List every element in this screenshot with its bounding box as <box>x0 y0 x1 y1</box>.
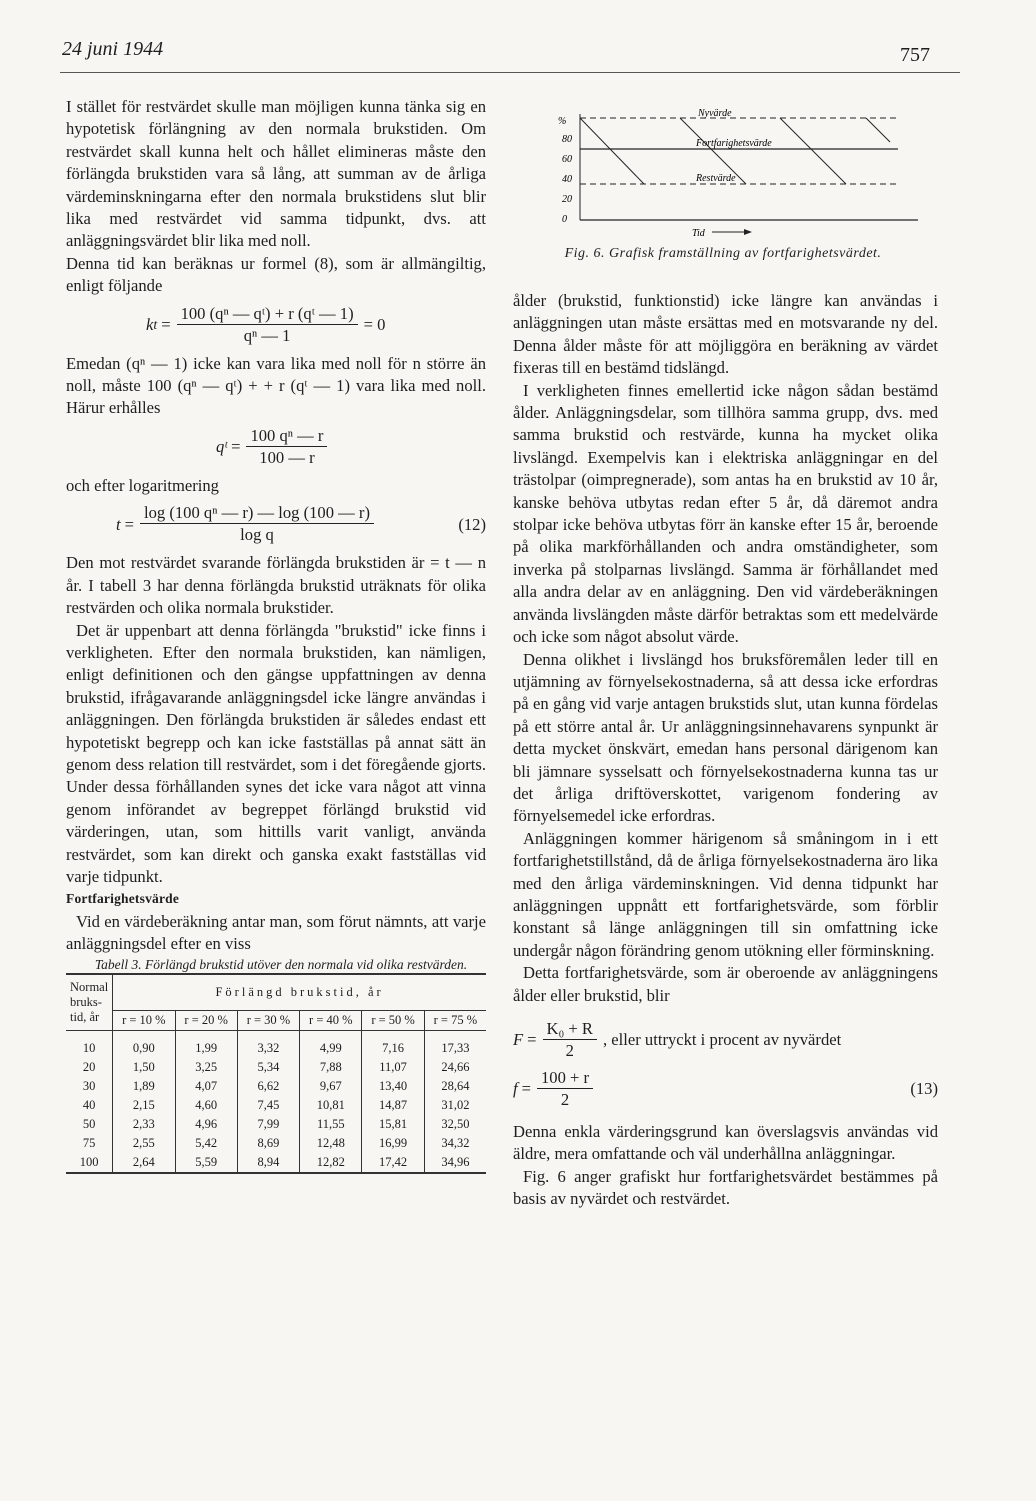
table-cell: 8,94 <box>237 1153 299 1173</box>
page-date: 24 juni 1944 <box>62 38 164 60</box>
denominator: 100 — r <box>259 447 315 467</box>
table-cell: 24,66 <box>424 1058 486 1077</box>
table-cell: 7,99 <box>237 1115 299 1134</box>
formula-lhs: qᵗ <box>216 437 228 457</box>
formula-t <box>116 503 486 546</box>
label-nyvarde: Nyvärde <box>698 108 732 119</box>
right-column <box>513 290 938 1211</box>
table-cell: 17,33 <box>424 1030 486 1058</box>
table-cell: 6,62 <box>237 1077 299 1096</box>
table-column-header: r = 50 % <box>362 1010 424 1030</box>
table-cell: 2,33 <box>113 1115 175 1134</box>
numerator: K₀ + R <box>543 1019 598 1040</box>
formula-lhs: F <box>513 1030 524 1050</box>
table-cell: 14,87 <box>362 1096 424 1115</box>
table-row <box>66 1096 486 1115</box>
table-cell: 8,69 <box>237 1134 299 1153</box>
paragraph: Denna enkla värderingsgrund kan överslagsvis användas vid äldre, mera omfattande och väl underhållna anläggningar. <box>513 1122 938 1164</box>
table-cell: 12,82 <box>300 1153 362 1173</box>
table-cell: 11,55 <box>300 1115 362 1134</box>
paragraph: och efter logaritmering <box>66 475 219 495</box>
table-cell: 1,89 <box>113 1077 175 1096</box>
table-row-label: 30 <box>82 1078 96 1093</box>
formula-lhs-sub: t <box>153 316 158 332</box>
table-cell: 9,67 <box>300 1077 362 1096</box>
table-cell: 15,81 <box>362 1115 424 1134</box>
table-cell: 16,99 <box>362 1134 424 1153</box>
table-cell: 12,48 <box>300 1134 362 1153</box>
table-cell: 10,81 <box>300 1096 362 1115</box>
paragraph: Det är uppenbart att denna förlängda "brukstid" icke finns i verkligheten. Efter den normala brukstiden, kan nämligen, enligt definitionen och den gängse uppfattningen av denna brukstid, ifrågavarande anläggningsdel icke längre användas i anläggningen. Den förlängda brukstiden är således endast ett hypotetiskt begrepp och kan icke fastställas på annat sätt än genom dess relation till restvärdet, som i det föregående gjorts. Under dessa förhållanden synes det icke vara något att vinna genom införandet av begreppet förlängd brukstid vid värderingen, utan, som hittills varit vanligt, använda restvärdet, som kan direkt och ganska exakt fastställas vid varje tidpunkt. <box>66 620 486 886</box>
arrow-head-icon <box>744 229 752 235</box>
table-stub-header: Normal bruks-tid, år <box>66 974 113 1031</box>
numerator: log (100 qⁿ — r) — log (100 — r) <box>140 503 374 524</box>
table-cell: 34,32 <box>424 1134 486 1153</box>
formula-kt <box>146 304 486 347</box>
table-group-header: Förlängd brukstid, år <box>113 974 486 1011</box>
header-rule <box>60 72 960 73</box>
left-column <box>66 96 486 1174</box>
table-column-header: r = 30 % <box>237 1010 299 1030</box>
table-cell: 3,32 <box>237 1030 299 1058</box>
table-cell: 4,99 <box>300 1030 362 1058</box>
table-cell: 2,55 <box>113 1134 175 1153</box>
table-cell: 1,99 <box>175 1030 237 1058</box>
formula-F <box>513 1019 938 1062</box>
table-cell: 13,40 <box>362 1077 424 1096</box>
formula-lhs: f <box>513 1079 518 1099</box>
paragraph: ålder (brukstid, funktionstid) icke längre kan användas i anläggningen utan måste ersättas med en motsvarande ny del. Denna ålder måste för att möjliggöra en beräkning av värdet fixeras till en bestämd tidslängd. <box>513 291 938 378</box>
numerator: 100 qⁿ — r <box>246 426 327 447</box>
section-heading: Fortfarighetsvärde <box>66 891 180 907</box>
fraction <box>246 426 327 469</box>
table-row <box>66 1115 486 1134</box>
page-number: 757 <box>900 44 930 66</box>
numerator: 100 (qⁿ — qᵗ) + r (qᵗ — 1) <box>177 304 358 325</box>
table-extended-service-life <box>66 973 486 1174</box>
table-row <box>66 1077 486 1096</box>
table-cell: 0,90 <box>113 1030 175 1058</box>
formula-tail: , eller uttryckt i procent av nyvärdet <box>603 1030 842 1050</box>
fraction <box>177 304 358 347</box>
table-cell: 2,64 <box>113 1153 175 1173</box>
paragraph: Anläggningen kommer härigenom så småningom in i ett fortfarighetstillstånd, då de årliga förnyelsekostnaderna äro lika med den årliga värdeminskningen. Vid denna tidpunkt har anläggningen uppnått ett fortfarighetsvärde, som förblir konstant så länge anläggningen till sin omfattning icke undergår någon förändring genom utökning eller förminskning. <box>513 828 938 960</box>
paragraph: Detta fortfarighetsvärde, som är oberoende av anläggningens ålder eller brukstid, blir <box>513 963 938 1005</box>
table-row-label: 50 <box>82 1116 96 1131</box>
table-column-header-row <box>66 1010 486 1030</box>
table-cell: 3,25 <box>175 1058 237 1077</box>
formula-qt <box>216 426 486 469</box>
formula-eq: = <box>521 1079 531 1099</box>
y-tick-label: 80 <box>562 134 572 145</box>
table-caption: Tabell 3. Förlängd brukstid utöver den normala vid olika restvärden. <box>94 956 468 972</box>
paragraph: Denna tid kan beräknas ur formel (8), som är allmängiltig, enligt följande <box>66 253 486 296</box>
fraction <box>537 1068 593 1111</box>
table-row-label: 20 <box>82 1059 96 1074</box>
table-cell: 34,96 <box>424 1153 486 1173</box>
table-body <box>66 1030 486 1173</box>
fraction <box>140 503 374 546</box>
paragraph: Denna olikhet i livslängd hos bruksföremålen leder till en utjämning av förnyelsekostnaderna, så att dessa icke erfordras på en gång vid varje antagen brukstids slut, utan kunna fördelas på ett större antal år. Ur anläggningsinnehavarens synpunkt är detta mycket önskvärt, emedan hans personal därigenom kan bli jämnare sysselsatt och förnyelsekostnaderna kunna tas ur det årliga driftöverskottet, varigenom fondering av förnyelsemedel icke erfordras. <box>513 649 938 826</box>
table-cell: 5,34 <box>237 1058 299 1077</box>
table-cell: 1,50 <box>113 1058 175 1077</box>
table-cell: 7,88 <box>300 1058 362 1077</box>
depreciation-line <box>866 118 890 142</box>
denominator: 2 <box>560 1090 570 1109</box>
table-row-label: 40 <box>82 1097 96 1112</box>
table-cell: 5,42 <box>175 1134 237 1153</box>
table-cell: 17,42 <box>362 1153 424 1173</box>
paragraph: Fig. 6 anger grafiskt hur fortfarighetsvärdet bestämmes på basis av nyvärdet och restvärdet. <box>513 1166 938 1209</box>
table-cell: 28,64 <box>424 1077 486 1096</box>
depreciation-line <box>780 118 846 184</box>
table-cell: 31,02 <box>424 1096 486 1115</box>
paragraph: I stället för restvärdet skulle man möjligen kunna tänka sig en hypotetisk förlängning av den normala brukstiden. Om restvärdet skall kunna helt och hållet elimineras måste den förlängda brukstiden vara så lång, att summan av de årliga värdeminskningarna efter den normala brukstidens slut blir lika med restvärdet vid samma tidpunkt, dvs. att anläggningsvärdet blir lika med noll. <box>66 97 486 251</box>
table-row-label: 10 <box>82 1040 96 1055</box>
paragraph: Vid en värdeberäkning antar man, som förut nämnts, att varje anläggningsdel efter en viss <box>66 911 486 954</box>
table-row <box>66 1030 486 1058</box>
paragraph: Emedan (qⁿ — 1) icke kan vara lika med noll för n större än noll, måste 100 (qⁿ — qᵗ) + + r (qᵗ — 1) vara lika med noll. Härur erhålles <box>66 353 486 418</box>
formula-lhs: k <box>146 314 154 334</box>
table-column-header: r = 40 % <box>300 1010 362 1030</box>
fraction <box>543 1019 598 1062</box>
y-tick-label: 40 <box>562 174 572 185</box>
table-row-label: 100 <box>79 1154 99 1169</box>
table-cell: 7,45 <box>237 1096 299 1115</box>
table-row <box>66 1153 486 1173</box>
table-cell: 4,07 <box>175 1077 237 1096</box>
table-row-label: 75 <box>82 1135 96 1150</box>
numerator: 100 + r <box>537 1068 593 1089</box>
formula-f <box>513 1068 938 1111</box>
table-row <box>66 1058 486 1077</box>
table-column-header: r = 75 % <box>424 1010 486 1030</box>
table-row <box>66 1134 486 1153</box>
y-axis-unit: % <box>558 116 567 127</box>
paragraph: I verkligheten finnes emellertid icke någon sådan bestämd ålder. Anläggningsdelar, som tillhöra samma grupp, dvs. med samma brukstid och restvärde, kunna ha mycket olika livslängd. Exempelvis kan i elektriska anläggningar en del trästolpar (oimpregnerade), som antas ha en brukstid av 10 år, kanske behöva utbytas redan efter 5 år, då däremot andra stolpar icke behöva utbytas förr än kanske efter 15 år, beroende på olika markförhållanden och andra omständigheter, som inverka på stolparnas livslängd. Samma är förhållandet med alla andra delar av en anläggning. Den vid värdeberäkningen använda livslängden måste därför betraktas som ett medelvärde och icke som något absolut värde. <box>513 380 938 647</box>
denominator: qⁿ — 1 <box>243 325 291 345</box>
y-tick-label: 20 <box>562 194 572 205</box>
formula-eq: = <box>527 1030 537 1050</box>
figure-caption: Fig. 6. Grafisk framställning av fortfarighetsvärdet. <box>564 246 882 261</box>
label-fortfarighetsvarde: Fortfarighetsvärde <box>696 138 772 149</box>
denominator: log q <box>240 525 274 545</box>
equation-number: (13) <box>910 1079 938 1099</box>
formula-eq: = <box>231 437 241 457</box>
equation-number: (12) <box>458 514 486 534</box>
x-axis-label: Tid <box>692 228 705 239</box>
table-cell: 4,60 <box>175 1096 237 1115</box>
label-restvarde: Restvärde <box>696 173 736 184</box>
depreciation-line <box>580 118 644 184</box>
figure-6-chart <box>548 104 928 264</box>
formula-eq: = <box>124 514 134 534</box>
y-tick-label: 60 <box>562 154 572 165</box>
table-cell: 7,16 <box>362 1030 424 1058</box>
paragraph: Den mot restvärdet svarande förlängda brukstiden är = t — n år. I tabell 3 har denna förlängda brukstid uträknats för olika restvärden och olika normala brukstider. <box>66 553 486 618</box>
denominator: 2 <box>565 1041 574 1060</box>
formula-lhs: t <box>116 514 121 534</box>
table-cell: 32,50 <box>424 1115 486 1134</box>
formula-eq: = <box>161 314 171 334</box>
y-tick-label: 0 <box>562 214 567 225</box>
table-cell: 11,07 <box>362 1058 424 1077</box>
table-cell: 2,15 <box>113 1096 175 1115</box>
table-cell: 5,59 <box>175 1153 237 1173</box>
table-column-header: r = 10 % <box>113 1010 175 1030</box>
table-column-header: r = 20 % <box>175 1010 237 1030</box>
formula-rhs: = 0 <box>363 314 386 334</box>
table-cell: 4,96 <box>175 1115 237 1134</box>
